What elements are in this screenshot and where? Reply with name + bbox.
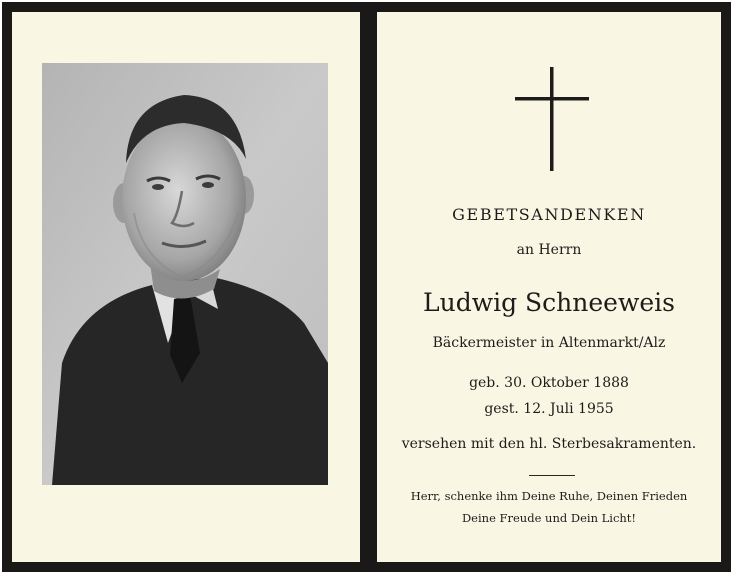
salutation: an Herrn — [516, 242, 582, 258]
prayer-line-1: Herr, schenke ihm Deine Ruhe, Deinen Frieden — [410, 489, 688, 503]
left-card-panel — [2, 2, 368, 572]
left-card-paper — [12, 12, 360, 562]
prayer-line-2: Deine Freude und Dein Licht! — [461, 511, 637, 525]
birth-date: geb. 30. Oktober 1888 — [469, 375, 629, 391]
portrait-photo — [42, 63, 328, 485]
portrait-image — [42, 63, 328, 485]
death-date: gest. 12. Juli 1955 — [484, 401, 614, 417]
cross-icon — [515, 67, 589, 171]
right-card-paper — [377, 12, 721, 562]
sacraments-note: versehen mit den hl. Sterbesakramenten. — [401, 436, 697, 452]
right-card-panel — [367, 2, 731, 572]
divider — [529, 475, 575, 476]
profession: Bäckermeister in Altenmarkt/Alz — [432, 335, 666, 351]
memorial-text — [377, 12, 721, 562]
deceased-name: Ludwig Schneeweis — [423, 288, 675, 317]
card-heading: GEBETSANDENKEN — [452, 205, 646, 224]
